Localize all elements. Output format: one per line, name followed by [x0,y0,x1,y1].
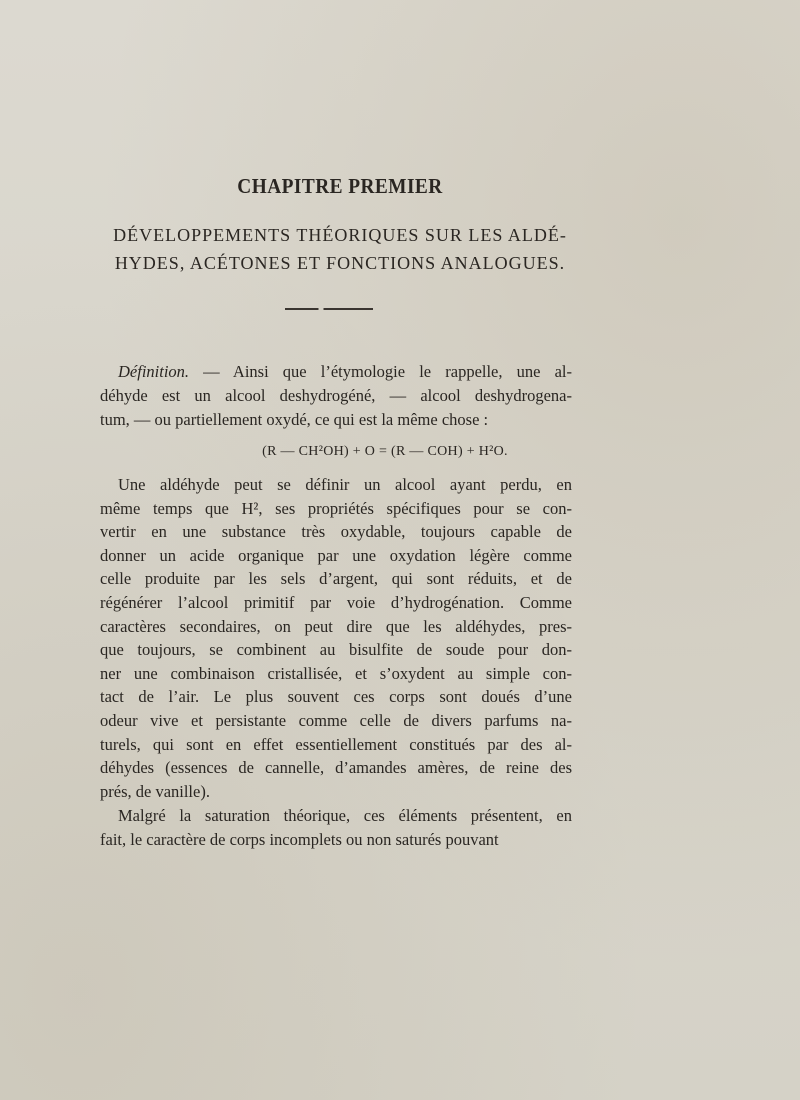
paragraph-2-line-14: prés, de vanille). [100,781,210,801]
paragraph-2-line-4: donner un acide organique par une oxydation légère comme [100,545,572,565]
paragraph-2-line-2: même temps que H², ses propriétés spécifiques pour se con- [100,498,572,518]
paragraph-1-line-2: déhyde est un alcool deshydrogéné, — alcool deshydrogena- [100,386,572,405]
chapter-subtitle-line-1: DÉVELOPPEMENTS THÉORIQUES SUR LES ALDÉ- [113,225,567,245]
paragraph-2-line-6: régénérer l’alcool primitif par voie d’hydrogénation. Comme [100,593,572,612]
paragraph-1-line-1 [118,360,572,384]
paragraph-1-line-1-text: — Ainsi que l’étymologie le rappelle, une al- [189,362,572,381]
paragraph-2-line-8: que toujours, se combinent au bisulfite de soude pour don- [100,640,572,660]
paragraph-2-line-5: celle produite par les sels d’argent, qui sont réduits, et de [100,569,572,589]
paragraph-2-line-11: odeur vive et persistante comme celle de divers parfums na- [100,711,572,730]
paragraph-3-line-2: fait, le caractère de corps incomplets ou non saturés pouvant [100,829,499,849]
paragraph-2-line-3: vertir en une substance très oxydable, toujours capable de [100,522,572,542]
paragraph-1-line-3: tum, — ou partiellement oxydé, ce qui est la même chose : [100,410,489,429]
chapter-title: CHAPITRE PREMIER [237,174,443,198]
paragraph-2-line-13: déhydes (essences de cannelle, d’amandes amères, de reine des [100,758,572,778]
paragraph-3-line-1: Malgré la saturation théorique, ces éléments présentent, en [118,806,572,825]
definition-term: Définition. [118,362,190,381]
paragraph-2-line-9: ner une combinaison cristallisée, et s’oxydent au simple con- [100,663,572,683]
chemical-formula: (R — CH²OH) + O = (R — COH) + H²O. [262,444,508,459]
paragraph-2-line-1: Une aldéhyde peut se définir un alcool ayant perdu, en [118,475,572,494]
chapter-subtitle-line-2: HYDES, ACÉTONES ET FONCTIONS ANALOGUES. [114,253,566,273]
paragraph-2-line-10: tact de l’air. Le plus souvent ces corps sont doués d’une [100,687,572,707]
section-divider [285,308,373,310]
paragraph-2-line-7: caractères secondaires, on peut dire que les aldéhydes, pres- [100,616,572,636]
paragraph-2-line-12: turels, qui sont en effet essentiellement constitués par des al- [100,734,572,754]
